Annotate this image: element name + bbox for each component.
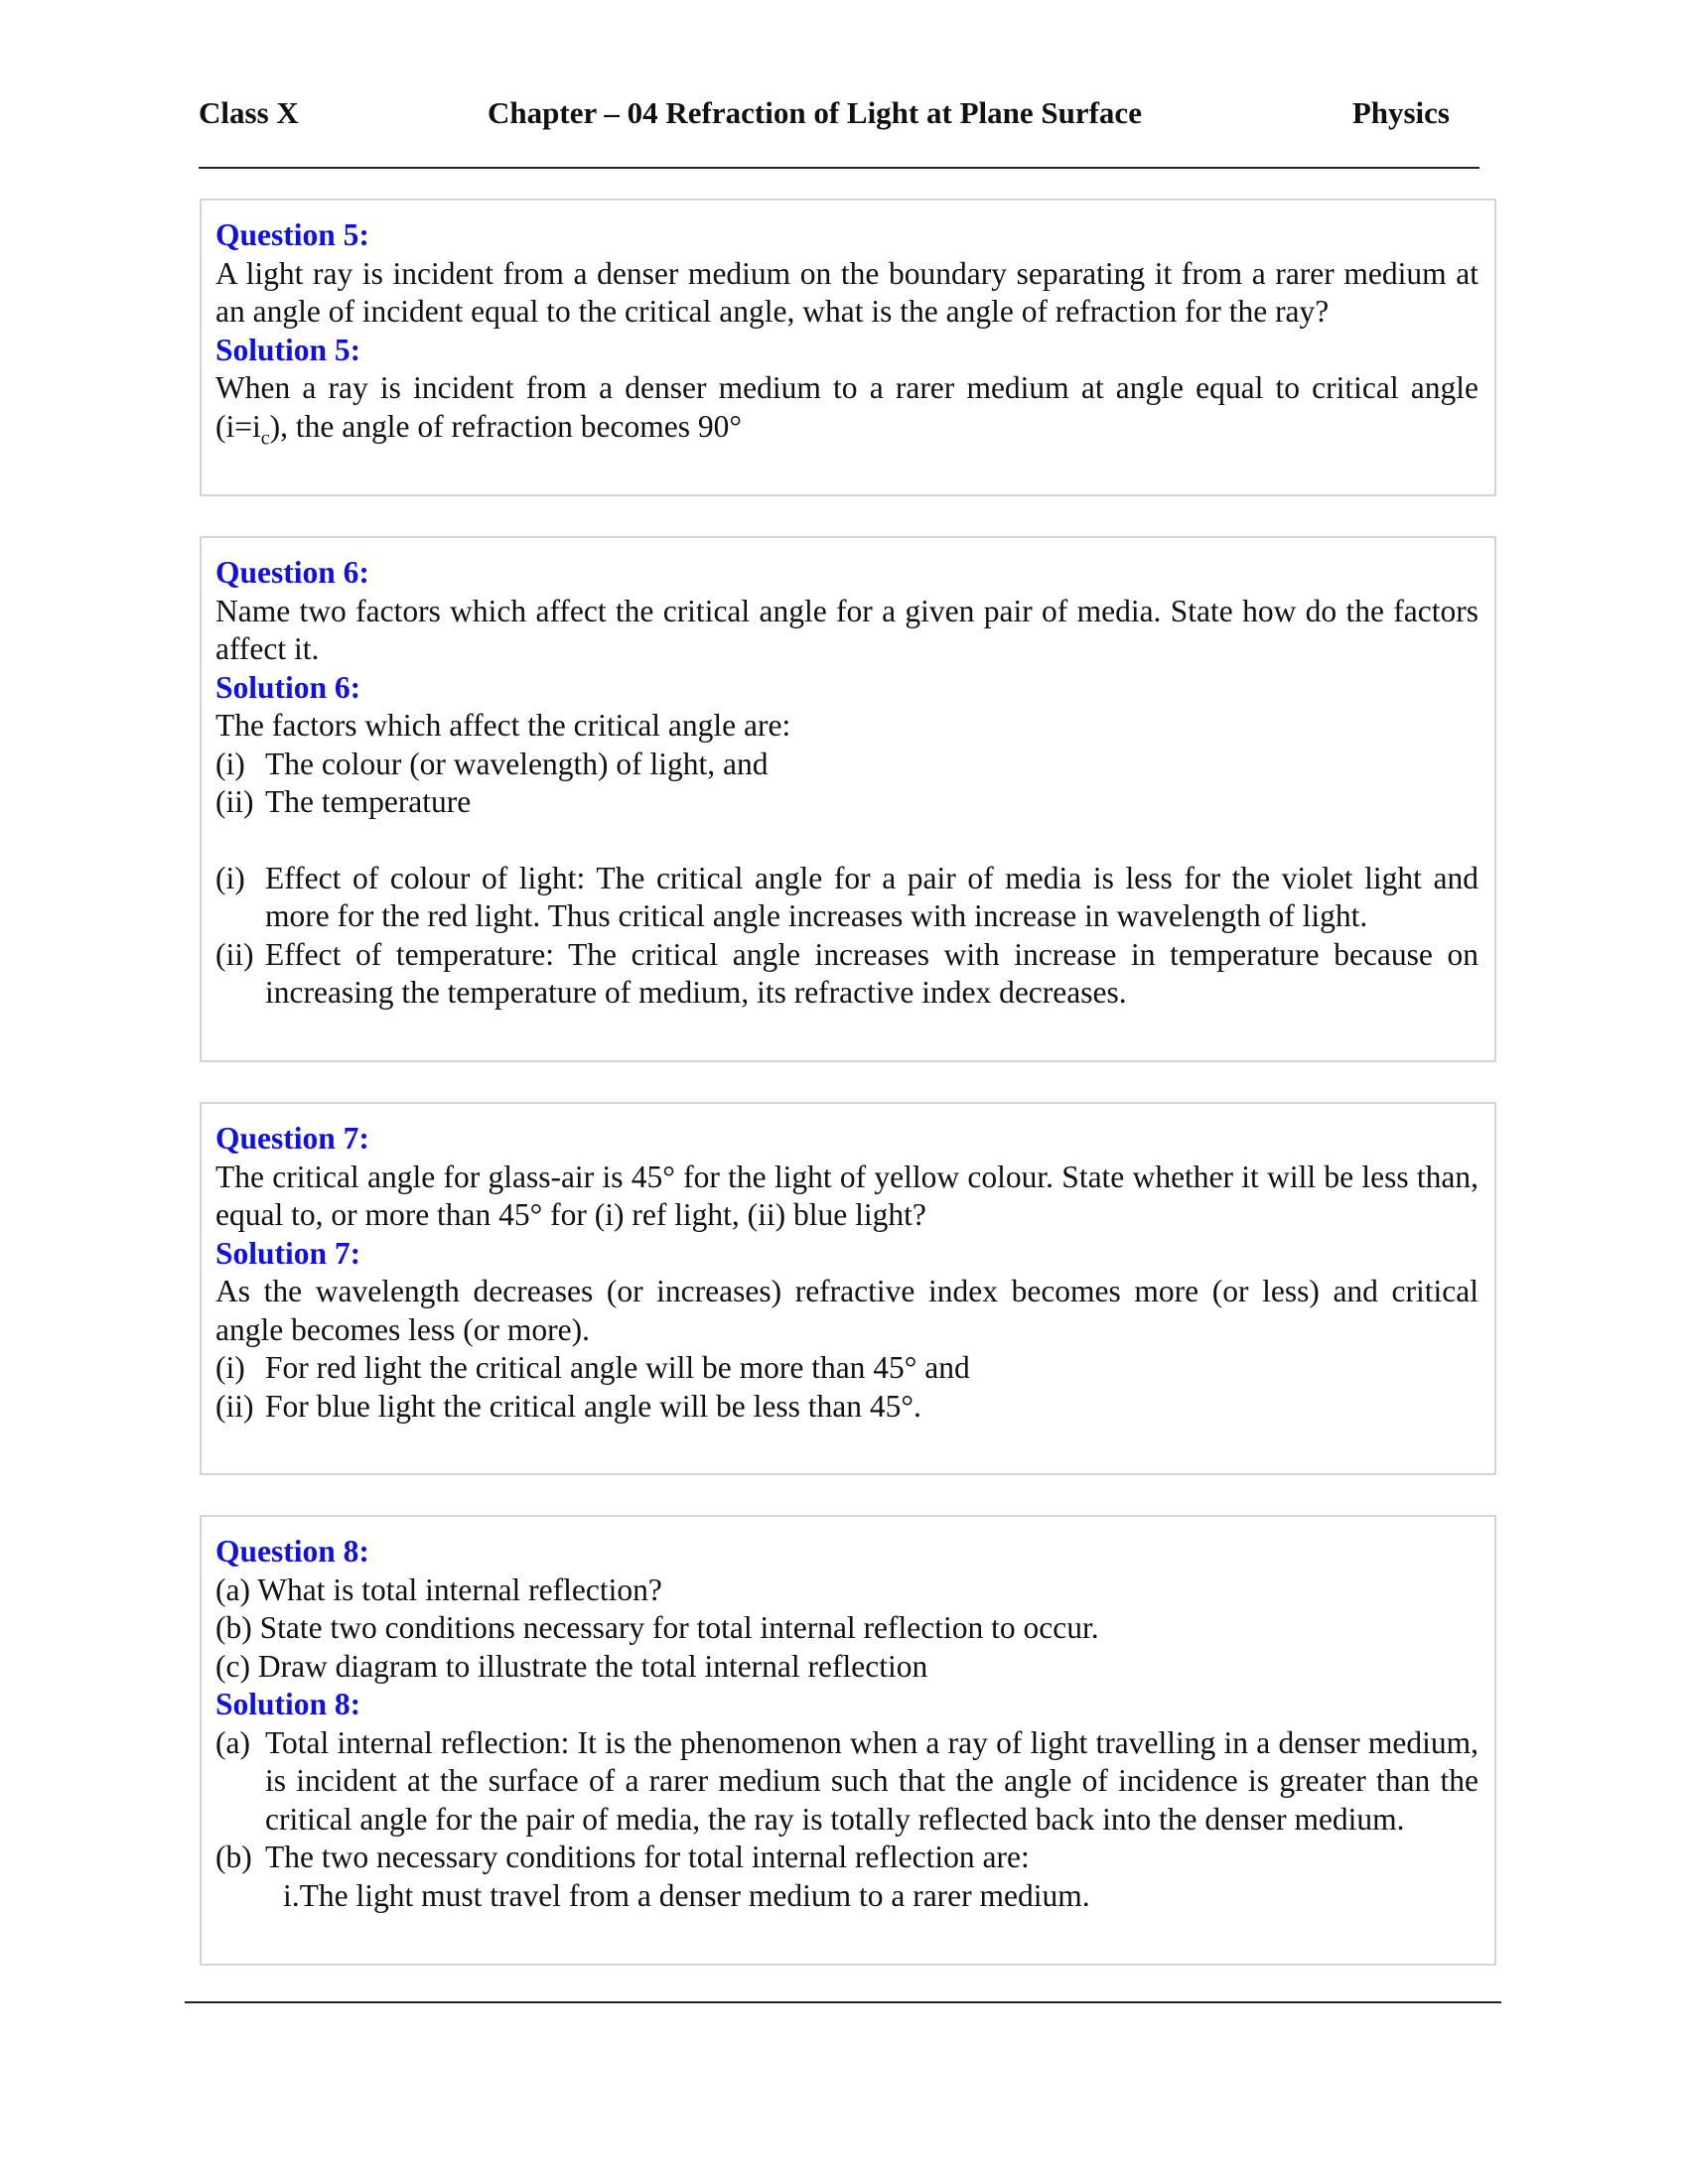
solution-7-label: Solution 7: <box>215 1235 361 1271</box>
page-header <box>199 95 1470 145</box>
question-7-text: The critical angle for glass-air is 45° for the light of yellow colour. State whether it will be less than, equal to, or more than 45° for (i) ref light, (ii) blue light? <box>215 1159 1478 1232</box>
factor-item: (i) The colour (or wavelength) of light, and <box>215 746 769 781</box>
solution-6-label: Solution 6: <box>215 669 361 705</box>
question-7-box <box>200 1102 1496 1475</box>
question-5-label: Question 5: <box>215 217 369 252</box>
solution-8-label: Solution 8: <box>215 1687 361 1721</box>
solution-6-intro: The factors which affect the critical angle are: <box>215 708 791 743</box>
solution-7-intro: As the wavelength decreases (or increases) refractive index becomes more (or less) and critical angle becomes less (or more). <box>215 1274 1478 1347</box>
question-6-label: Question 6: <box>215 555 369 590</box>
solution-5-text: When a ray is incident from a denser medium to a rarer medium at angle equal to critical angle $(i=i_c)$, the angle of refraction becomes 90° <box>215 370 1478 449</box>
question-8-part-b: (b) State two conditions necessary for total internal reflection to occur. <box>215 1610 1099 1645</box>
header-class: Class X <box>199 95 299 130</box>
question-6-text: Name two factors which affect the critical angle for a given pair of media. State how do the factors affect it. <box>215 593 1478 666</box>
point-item: (i) For red light the critical angle will be more than 45° and <box>215 1350 970 1385</box>
question-5-box <box>200 199 1496 496</box>
point-item: (ii) For blue light the critical angle will be less than 45°. <box>215 1388 921 1424</box>
question-5-text: A light ray is incident from a denser medium on the boundary separating it from a rarer medium at an angle of incident equal to the critical angle, what is the angle of refraction for the ray? <box>215 255 1478 329</box>
condition-item: i.The light must travel from a denser medium to a rarer medium. <box>283 1877 1090 1913</box>
effect-item: (i) Effect of colour of light: The critical angle for a pair of media is less for the violet light and more for the red light. Thus critical angle increases with increase in wavelength of light. <box>215 860 1478 933</box>
header-chapter-title: Chapter – 04 Refraction of Light at Plane Surface <box>488 95 1142 130</box>
question-8-part-a: (a) What is total internal reflection? <box>215 1571 662 1607</box>
header-divider <box>199 167 1479 169</box>
answer-item: (b) The two necessary conditions for total internal reflection are: <box>215 1840 1030 1874</box>
factor-item: (ii) The temperature <box>215 784 472 819</box>
solution-5-label: Solution 5: <box>215 332 361 367</box>
answer-item: (a) Total internal reflection: It is the phenomenon when a ray of light travelling in a denser medium, is incident at the surface of a rarer medium such that the angle of incidence is greater than the critical angle for the pair of media, the ray is totally reflected back into the denser medium. <box>215 1724 1478 1837</box>
header-subject: Physics <box>1351 95 1450 130</box>
footer-divider <box>185 2001 1501 2003</box>
question-6-box <box>200 536 1496 1062</box>
question-7-label: Question 7: <box>215 1121 369 1156</box>
question-8-label: Question 8: <box>215 1534 369 1569</box>
question-8-box <box>200 1515 1496 1966</box>
effect-item: (ii) Effect of temperature: The critical angle increases with increase in temperature because on increasing the temperature of medium, its refractive index decreases. <box>215 936 1478 1010</box>
question-8-part-c: (c) Draw diagram to illustrate the total internal reflection <box>215 1648 928 1684</box>
